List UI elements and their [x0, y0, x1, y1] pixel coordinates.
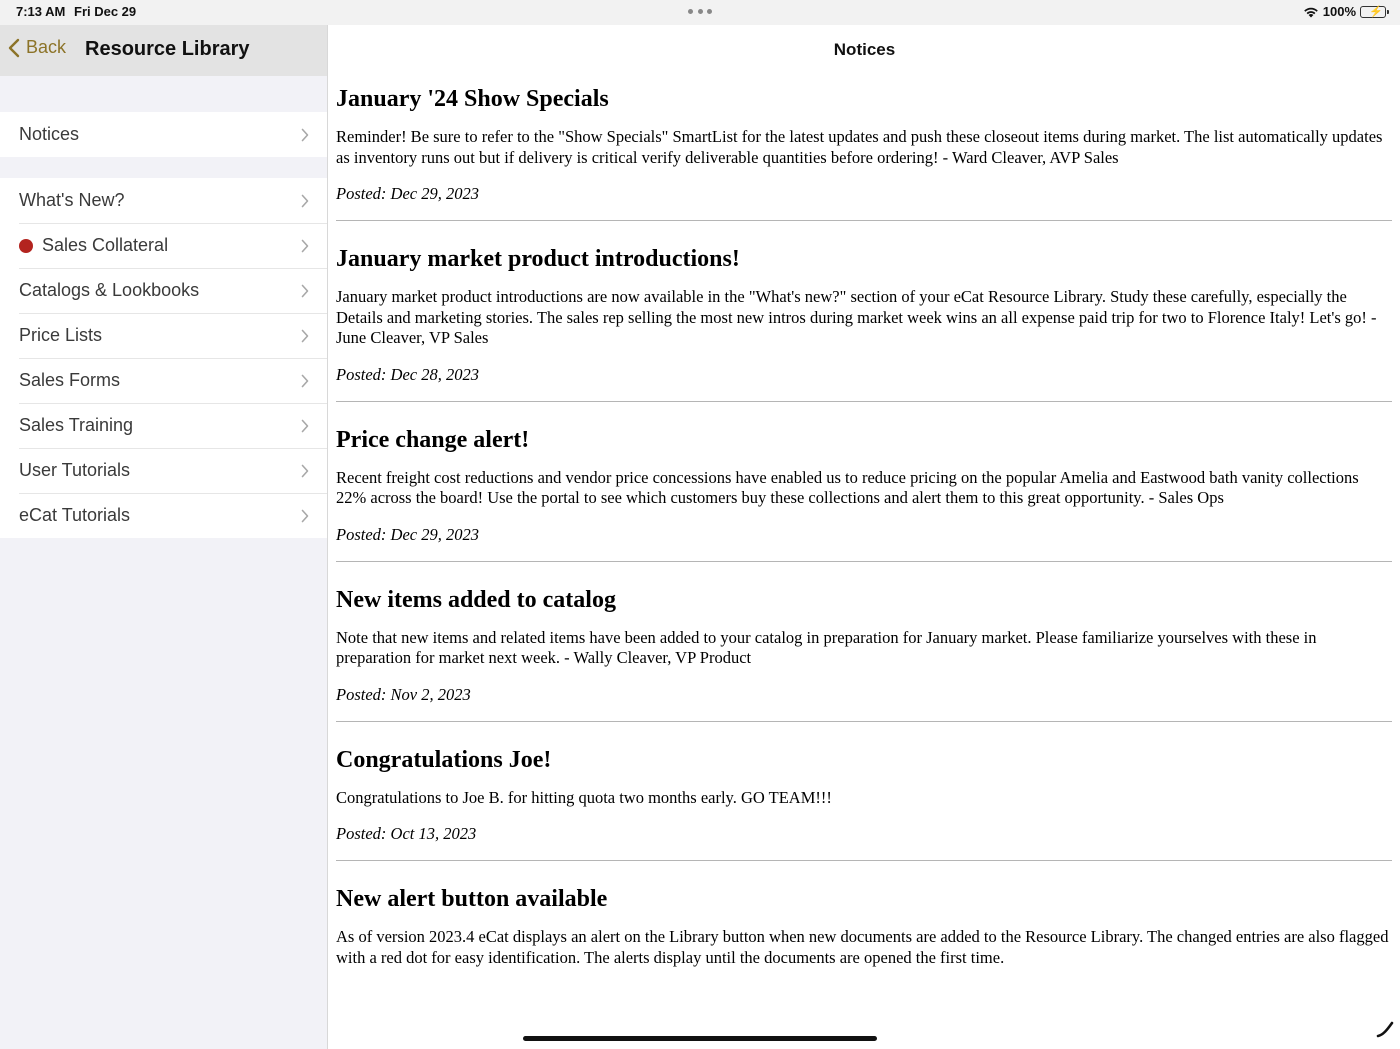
chevron-right-icon [301, 237, 309, 258]
sidebar-item-sales-collateral[interactable] [0, 223, 327, 268]
sidebar [0, 25, 328, 1049]
notice-body: Note that new items and related items have been added to your catalog in preparation for January market. Please familiarize yourselves with these in preparation for market next week. - Wally Cleaver, VP Product [336, 627, 1317, 667]
chevron-right-icon [301, 372, 309, 393]
wifi-icon [1303, 6, 1319, 18]
notice-title: New items added to catalog [336, 586, 616, 613]
notice-posted-date: Posted: Dec 29, 2023 [336, 184, 479, 203]
chevron-right-icon [301, 417, 309, 438]
sidebar-item-ecat-tutorials[interactable] [0, 493, 327, 538]
notice-title: Price change alert! [336, 426, 530, 453]
sidebar-item-price-lists[interactable] [0, 313, 327, 358]
sidebar-item-whats-new[interactable] [0, 178, 327, 223]
notice-item [336, 83, 1392, 221]
notices-list[interactable] [336, 83, 1392, 1022]
chevron-right-icon [301, 462, 309, 483]
notice-posted-date: Posted: Oct 13, 2023 [336, 824, 477, 843]
chevron-right-icon [301, 327, 309, 348]
sidebar-item-label: Sales Training [19, 415, 134, 435]
sidebar-item-notices[interactable] [0, 112, 327, 157]
back-button[interactable] [8, 37, 66, 58]
sidebar-title: Resource Library [85, 38, 250, 60]
status-indicators [1303, 4, 1386, 19]
battery-percentage: 100% [1322, 4, 1356, 19]
notice-body: As of version 2023.4 eCat displays an alert on the Library button when new documents are added to the Resource Library. The changed entries are also flagged with a red dot for easy identification. The alerts display until the documents are opened the first time. [336, 927, 1389, 967]
notice-item [336, 744, 1392, 862]
notice-title: Congratulations Joe! [336, 746, 552, 773]
sidebar-item-label: Notices [19, 124, 80, 144]
sidebar-item-sales-forms[interactable] [0, 358, 327, 403]
sidebar-section-notices [0, 112, 327, 157]
chevron-right-icon [301, 126, 309, 147]
sidebar-item-label: eCat Tutorials [19, 505, 131, 525]
notice-posted-date: Posted: Nov 2, 2023 [336, 684, 471, 704]
status-time: 7:13 AM [16, 4, 66, 19]
sidebar-section-library [0, 178, 327, 538]
sidebar-item-sales-training[interactable] [0, 403, 327, 448]
notice-item [336, 243, 1392, 402]
chevron-right-icon [301, 282, 309, 303]
back-label: Back [26, 37, 67, 57]
sidebar-header [0, 25, 327, 76]
notice-item [336, 883, 1392, 1000]
multitasking-dots-icon[interactable] [688, 9, 712, 15]
chevron-right-icon [301, 192, 309, 213]
home-indicator[interactable] [523, 1036, 877, 1041]
new-item-red-dot-icon [19, 239, 33, 253]
notice-body: Recent freight cost reductions and vendor price concessions have enabled us to reduce pricing on the popular Amelia and Eastwood bath vanity collections 22% across the board! Use the portal to see which customers buy these collections and alert them to this great opportunity. - Sales Ops [336, 467, 1359, 507]
sidebar-item-catalogs-lookbooks[interactable] [0, 268, 327, 313]
notice-body: Congratulations to Joe B. for hitting quota two months early. GO TEAM!!! [336, 787, 832, 807]
chevron-left-icon [8, 38, 20, 58]
page-title: Notices [833, 40, 896, 59]
notices-panel [329, 25, 1400, 1049]
sidebar-item-label: Price Lists [19, 325, 103, 345]
notice-title: January market product introductions! [336, 246, 740, 272]
notice-item [336, 584, 1392, 722]
status-bar [0, 0, 1400, 25]
sidebar-item-label: What's New? [19, 190, 125, 210]
notice-title: January '24 Show Specials [336, 86, 609, 112]
notice-posted-date: Posted: Dec 29, 2023 [336, 524, 479, 544]
pencil-icon[interactable] [1376, 1020, 1394, 1043]
chevron-right-icon [301, 507, 309, 528]
notice-body: Reminder! Be sure to refer to the "Show Specials" SmartList for the latest updates and push these closeout items during market. The list automatically updates as inventory runs out but if delivery is critical verify deliverable quantities before ordering! - Ward Cleaver, AVP Sales [336, 127, 1383, 167]
sidebar-item-label: User Tutorials [19, 460, 131, 480]
notice-posted-date: Posted: Dec 28, 2023 [336, 364, 479, 384]
sidebar-item-label: Catalogs & Lookbooks [19, 280, 200, 300]
notice-title: New alert button available [336, 886, 608, 912]
battery-charging-icon: ⚡ [1360, 6, 1386, 18]
notice-item [336, 424, 1392, 562]
notice-body: January market product introductions are now available in the "What's new?" section of your eCat Resource Library. Study these carefully, especially the Details and marketing stories. The sales rep selling the most new intros during market week wins an all expense paid trip for two to Florence Italy! Let's go! - June Cleaver, VP Sales [336, 287, 1377, 347]
sidebar-item-user-tutorials[interactable] [0, 448, 327, 493]
sidebar-item-label: Sales Forms [19, 370, 121, 390]
status-date: Fri Dec 29 [74, 4, 137, 19]
sidebar-item-label: Sales Collateral [42, 235, 169, 255]
